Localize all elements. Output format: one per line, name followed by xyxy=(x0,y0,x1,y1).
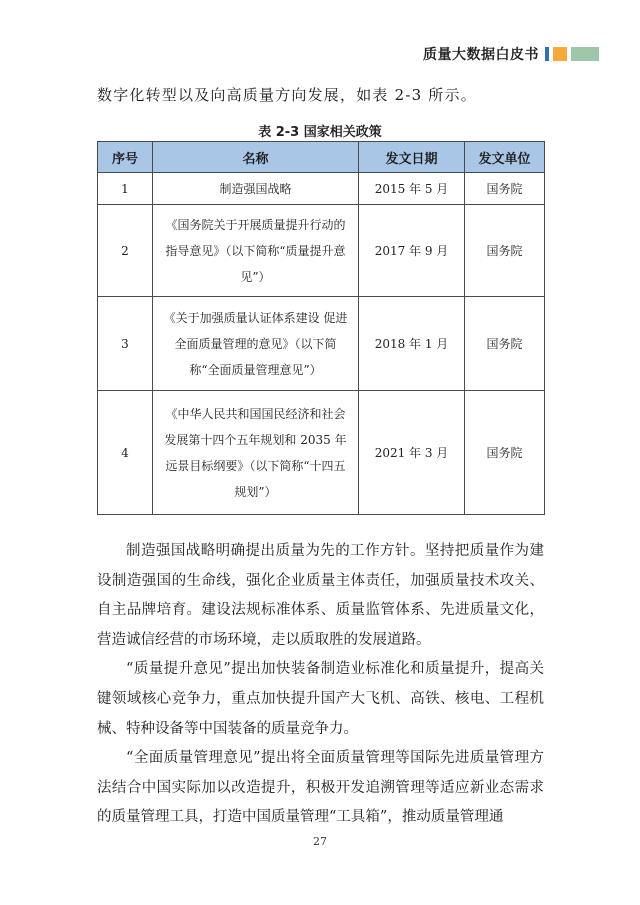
cell-date: 2017 年 9 月 xyxy=(359,205,465,297)
cell-name: 《关于加强质量认证体系建设 促进全面质量管理的意见》（以下简称“全面质量管理意见”） xyxy=(153,297,359,391)
cell-date: 2015 年 5 月 xyxy=(359,173,465,205)
column-header-number: 序号 xyxy=(98,142,153,173)
paragraph-quality-improvement: “质量提升意见”提出加快装备制造业标准化和质量提升，提高关键领域核心竞争力，重点加快提升国产大飞机、高铁、核电、工程机械、特种设备等中国装备的质量竞争力。 xyxy=(97,661,544,737)
cell-number: 1 xyxy=(98,173,153,205)
cell-name: 制造强国战略 xyxy=(153,173,359,205)
cell-unit: 国务院 xyxy=(465,391,545,515)
cell-name: 《中华人民共和国国民经济和社会发展第十四个五年规划和 2035 年远景目标纲要》（以下简称“十四五规划”） xyxy=(153,391,359,515)
header-color-blocks xyxy=(545,47,599,61)
body-text xyxy=(97,537,544,833)
table-header-row xyxy=(98,142,545,173)
table-row xyxy=(98,391,545,515)
cell-unit: 国务院 xyxy=(465,173,545,205)
intro-paragraph-fragment: 数字化转型以及向高质量方向发展，如表 2-3 所示。 xyxy=(97,86,477,104)
table-row xyxy=(98,297,545,391)
cell-date: 2018 年 1 月 xyxy=(359,297,465,391)
paragraph-strategy: 制造强国战略明确提出质量为先的工作方针。坚持把质量作为建设制造强国的生命线，强化企业质量主体责任，加强质量技术攻关、自主品牌培育。建设法规标准体系、质量监管体系、先进质量文化，营造诚信经营的市场环境，走以质取胜的发展道路。 xyxy=(97,543,544,648)
paragraph-total-quality-management: “全面质量管理意见”提出将全面质量管理等国际先进质量管理方法结合中国实际加以改造提升，积极开发追溯管理等适应新业态需求的质量管理工具，打造中国质量管理“工具箱”，推动质量管理通 xyxy=(97,750,544,826)
table-caption: 表 2-3 国家相关政策 xyxy=(258,125,382,140)
column-header-unit: 发文单位 xyxy=(465,142,545,173)
header-block-green xyxy=(571,47,599,61)
cell-date: 2021 年 3 月 xyxy=(359,391,465,515)
page-number: 27 xyxy=(313,835,327,848)
cell-number: 4 xyxy=(98,391,153,515)
cell-unit: 国务院 xyxy=(465,205,545,297)
column-header-date: 发文日期 xyxy=(359,142,465,173)
header-block-orange xyxy=(553,47,567,61)
column-header-name: 名称 xyxy=(153,142,359,173)
table-row xyxy=(98,205,545,297)
cell-number: 3 xyxy=(98,297,153,391)
cell-name: 《国务院关于开展质量提升行动的指导意见》（以下简称“质量提升意见”） xyxy=(153,205,359,297)
table-row xyxy=(98,173,545,205)
policy-table xyxy=(97,141,545,515)
header-block-blue xyxy=(545,47,549,61)
cell-unit: 国务院 xyxy=(465,297,545,391)
cell-number: 2 xyxy=(98,205,153,297)
running-header-title: 质量大数据白皮书 xyxy=(423,47,539,63)
